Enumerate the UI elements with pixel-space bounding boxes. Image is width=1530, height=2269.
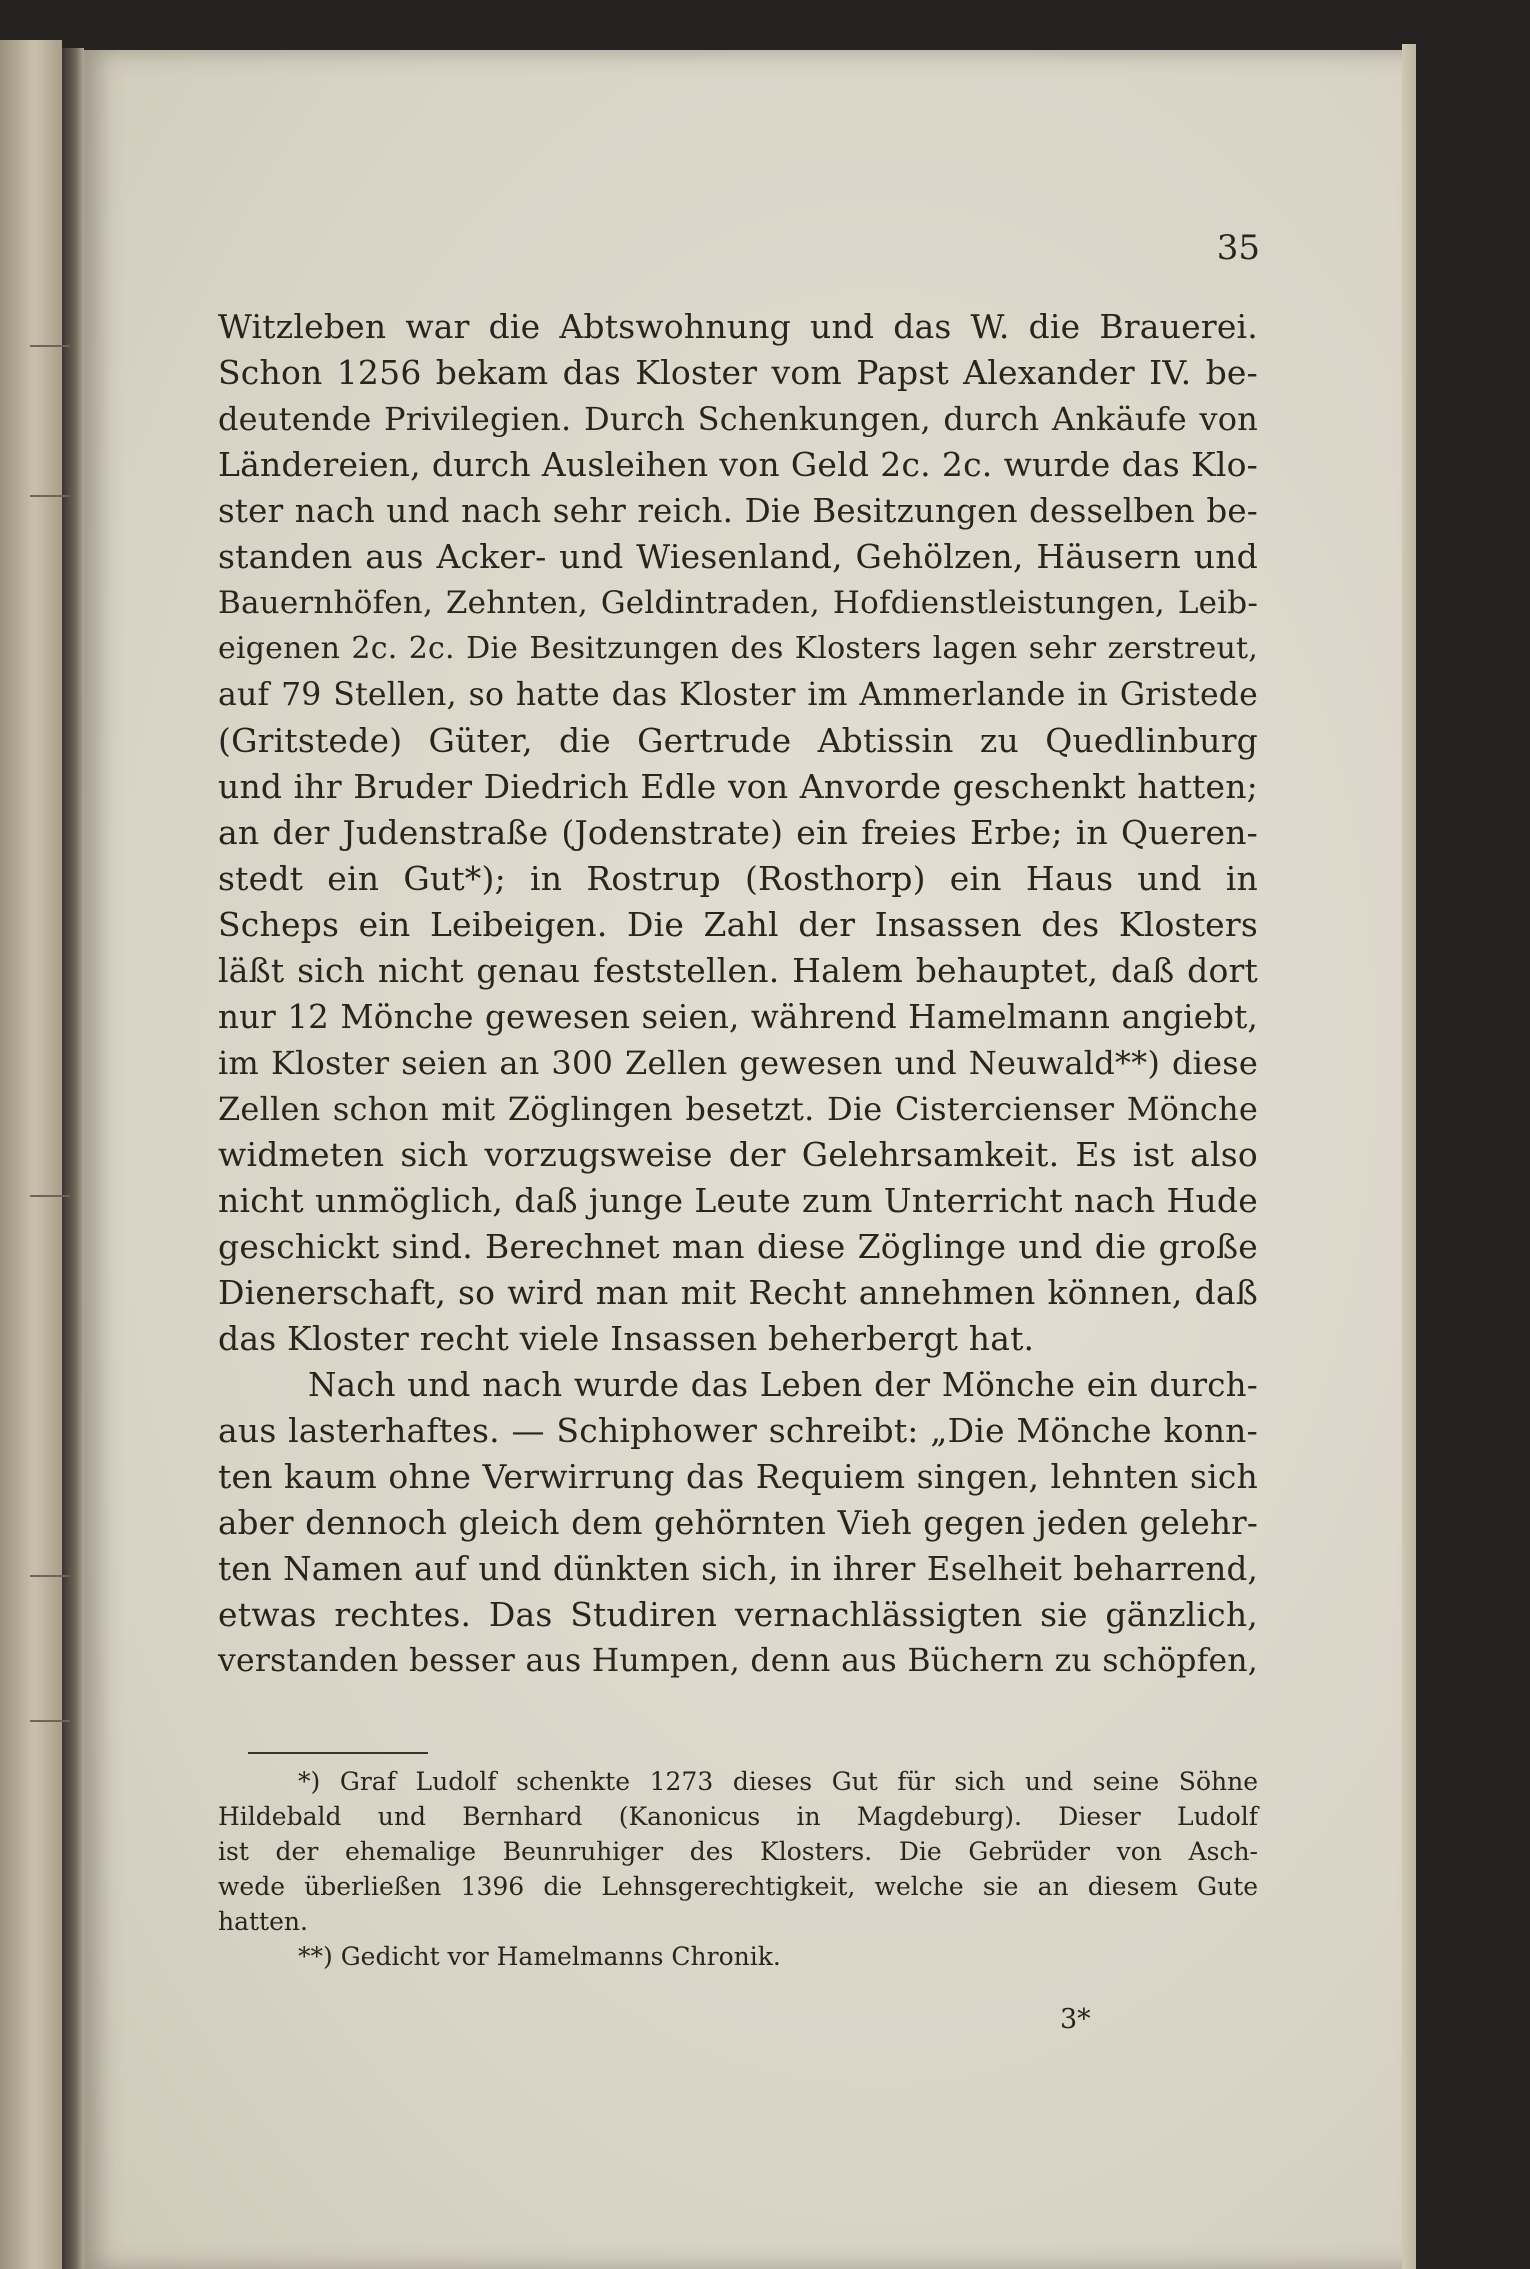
text-line: Nach und nach wurde das Leben der Mönche ein durch- <box>308 1366 1258 1404</box>
text-line: widmeten sich vorzugsweise der Gelehrsamkeit. Es ist also <box>218 1135 1258 1174</box>
text-line: Bauernhöfen, Zehnten, Geldintraden, Hofdienstleistungen, Leib- <box>218 585 1258 621</box>
printer-signature-mark: 3* <box>1060 2004 1091 2035</box>
text-line: geschickt sind. Berechnet man diese Zöglinge und die große <box>218 1227 1258 1266</box>
text-line: Schon 1256 bekam das Kloster vom Papst Alexander IV. be- <box>218 353 1258 392</box>
text-line: im Kloster seien an 300 Zellen gewesen und Neuwald**) diese <box>218 1044 1258 1082</box>
footnote-line: hatten. <box>218 1907 308 1936</box>
text-line: standen aus Acker- und Wiesenland, Gehölzen, Häusern und <box>218 537 1258 576</box>
footnote-separator <box>248 1752 428 1754</box>
text-line: Zellen schon mit Zöglingen besetzt. Die Cistercienser Mönche <box>218 1090 1258 1128</box>
text-line: aber dennoch gleich dem gehörnten Vieh gegen jeden gelehr- <box>218 1504 1258 1542</box>
text-line: nicht unmöglich, daß junge Leute zum Unterricht nach Hude <box>218 1181 1258 1220</box>
facing-page-edge <box>0 40 62 2269</box>
text-line: etwas rechtes. Das Studiren vernachlässigten sie gänzlich, <box>218 1595 1258 1634</box>
footnote-line: wede überließen 1396 die Lehnsgerechtigkeit, welche sie an diesem Gute <box>218 1872 1258 1901</box>
footnotes-block <box>218 1764 1258 1974</box>
book-gutter <box>62 48 84 2269</box>
text-line: Dienerschaft, so wird man mit Recht annehmen können, daß <box>218 1273 1258 1312</box>
text-line: auf 79 Stellen, so hatte das Kloster im Ammerlande in Gristede <box>218 677 1258 713</box>
footnote-line: ist der ehemalige Beunruhiger des Klosters. Die Gebrüder von Asch- <box>218 1837 1258 1866</box>
footnote-line: **) Gedicht vor Hamelmanns Chronik. <box>298 1942 781 1971</box>
text-line: nur 12 Mönche gewesen seien, während Hamelmann angiebt, <box>218 998 1258 1036</box>
text-line: ten Namen auf und dünkten sich, in ihrer Eselheit beharrend, <box>218 1550 1258 1588</box>
binding-stitch <box>30 345 70 347</box>
text-line: aus lasterhaftes. — Schiphower schreibt: „Die Mönche konn- <box>218 1411 1258 1450</box>
page-number: 35 <box>1216 228 1260 268</box>
text-line: Witzleben war die Abtswohnung und das W. die Brauerei. <box>218 307 1258 346</box>
text-line: (Gritstede) Güter, die Gertrude Abtissin zu Quedlinburg <box>218 721 1258 760</box>
text-line: deutende Privilegien. Durch Schenkungen, durch Ankäufe von <box>218 400 1258 438</box>
binding-stitch <box>30 1720 70 1722</box>
footnote-line: *) Graf Ludolf schenkte 1273 dieses Gut für sich und seine Söhne <box>298 1767 1258 1796</box>
text-line: ster nach und nach sehr reich. Die Besitzungen desselben be- <box>218 492 1258 530</box>
text-line: läßt sich nicht genau feststellen. Halem behauptet, daß dort <box>218 951 1258 990</box>
page-fore-edge <box>1402 44 1416 2269</box>
text-line: an der Judenstraße (Jodenstrate) ein freies Erbe; in Queren- <box>218 813 1258 852</box>
text-line: verstanden besser aus Humpen, denn aus Büchern zu schöpfen, <box>218 1643 1258 1679</box>
text-line: eigenen 2c. 2c. Die Besitzungen des Klosters lagen sehr zerstreut, <box>218 631 1258 666</box>
binding-stitch <box>30 495 70 497</box>
binding-stitch <box>30 1575 70 1577</box>
main-text-block <box>218 304 1258 1684</box>
binding-stitch <box>30 1195 70 1197</box>
text-line: Ländereien, durch Ausleihen von Geld 2c. 2c. wurde das Klo- <box>218 445 1258 484</box>
text-line: ten kaum ohne Verwirrung das Requiem singen, lehnten sich <box>218 1457 1258 1496</box>
text-line: Scheps ein Leibeigen. Die Zahl der Insassen des Klosters <box>218 905 1258 944</box>
text-line: und ihr Bruder Diedrich Edle von Anvorde geschenkt hatten; <box>218 767 1258 806</box>
text-line: stedt ein Gut*); in Rostrup (Rosthorp) ein Haus und in <box>218 859 1258 898</box>
footnote-line: Hildebald und Bernhard (Kanonicus in Magdeburg). Dieser Ludolf <box>218 1802 1258 1831</box>
text-line: das Kloster recht viele Insassen beherbergt hat. <box>218 1319 1035 1358</box>
